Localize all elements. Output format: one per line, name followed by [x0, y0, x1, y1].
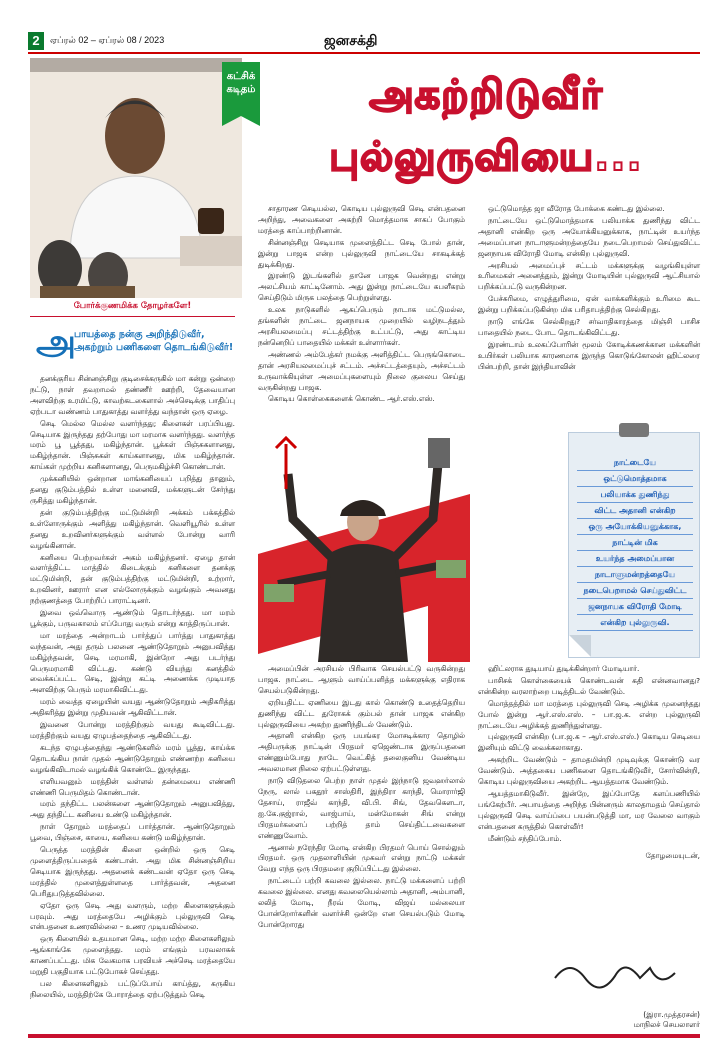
pull-quote-line: ஒரு அயோக்கியனுக்காக, [577, 519, 693, 535]
paragraph: ஏதோ ஒரு செடி அது வளரும், மற்ற கிளைகளுக்கும் பரவும். அது மரத்தையே அழிக்கும் புல்லுருவி செடி என்பதனை உணரவில்லை – உணர முடியவில்லை. [30, 900, 235, 932]
paragraph: மீண்டும் சந்திப்போம். [488, 833, 562, 843]
headline-line-2: புல்லுருவியை... [329, 134, 643, 180]
badge-line-1: கட்சிக் [226, 71, 256, 82]
lead-block [30, 318, 235, 372]
paragraph: நாட்டைப் பற்றி கவலை இல்லை. நாட்டு மக்களைப் பற்றி கவலை இல்லை. எனது கவலையெல்லாம் அதானி, அம்பானி, லலித் மோடி, நீரவ் மோடி, விஜய் மல்லையா போன்றோர்களின் வளர்ச்சி ஒன்றே என செயல்படும் மோடி போன்றோரது [258, 876, 465, 929]
paragraph: கொடிய கொள்கைகளைக் கொண்ட ஆர்.எஸ்.எஸ். [268, 394, 435, 404]
column-3-bottom [478, 664, 700, 862]
paragraph: உலக நாடுகளில் ஆகப்பெரும் நாடாக மட்டுமல்ல, தங்களின் நாட்டை ஜனநாயக முறையில் வழிநடத்தும் அரசியலமைப்பு சட்டத்திற்கு உட்பட்டு, அது காட்டிய நன்னெறிப் பாதையில் மக்கள் உள்ளார்கள். [258, 305, 465, 347]
paragraph: சாதாரண செடியல்ல, கொடிய புல்லுருவி செடி என்பதனை அறிந்து, அவைகளை அகற்றி மொத்தமாக சாகப் போகும் மரத்தை காப்பாற்றினான். [258, 204, 465, 235]
paragraph: அதானி என்கிற ஒரு பயங்கர மோசடிக்கார தொழில் அதிபருக்கு நாட்டின் பிரதமர் ஏஜெண்டாக இருப்பதனை எண்ணும்போது நாடே வெட்கித் தலைகுனிய வேண்டிய அவலமான நிலை ஏற்பட்டுள்ளது. [258, 731, 465, 774]
pull-quote-line: நாடாளுமன்றத்தையே [577, 567, 693, 583]
paragraph: அரசியல் அமைப்புச் சட்டம் மக்களுக்கு வழங்கியுள்ள உரிமைகள் அனைத்தும், இன்று மோடியின் புல்லுருவி ஆட்சியால் பறிக்கப்பட்டு வருகின்றன. [478, 260, 700, 292]
closing: தோழமையுடன், [645, 850, 700, 860]
paragraph: ஒரு கிளையில் உதயமான செடி, மற்ற மற்ற கிளைகளிலும் ஆங்காங்கே முளைத்தது. மரம் எங்கும் பரவலாகக் காணப்பட்டது. மிக வேகமாக பரவியச் அச்செடி மரத்தையே மறுதி பகுதியாக பட்டுபோகச் செய்தது. [30, 934, 235, 977]
author-photo [30, 58, 242, 298]
paragraph: இரண்டு இடங்களில் தானே பாஜக வென்றது என்று அலட்சியம் காட்டினோம். அது இன்று நாட்டையே கபளீகரம் செய்திடும் மிருக பலத்தை பெற்றுள்ளது. [258, 271, 465, 303]
paragraph: நாள் தோறும் மரத்தைப் பார்த்தான். ஆண்டுதோறும் பூவை, பிஞ்சை, காயை, கனியை கண்டு மகிழ்ந்தான். [30, 822, 235, 843]
pull-quote-line: ஜனநாயக விரோதி மோடி [577, 599, 693, 615]
signatory-name: (இரா.முத்தரசன்) [643, 1010, 700, 1019]
paragraph: நாட்டையே ஒட்டுமொத்தமாக பலியாக்க துணிந்து விட்ட அதானி என்கிற ஒரு அயோக்கியனுக்காக, நாட்டின் உயர்ந்த அமைப்பான நாடாளுமன்றத்தையே நடைபெறாமல் செய்துவிட்ட ஜனநாயக விரோதி மோடி என்கிற புல்லுருவி. [478, 215, 700, 258]
paragraph: அமைப்பின் அரசியல் பிரிவாக செயல்பட்டு வருகின்றது பாஜக. நாட்டை ஆளும் வாய்ப்பளித்த மக்களுக்கு எதிராக செயல்படுகின்றது. [258, 664, 465, 695]
headline [274, 64, 698, 188]
paragraph: தன் குடும்பத்திற்கு மட்டுமின்றி அக்கம் பக்கத்தில் உள்ளோருக்கும் அளித்து மகிழ்ந்தான். வெளியூரில் உள்ள தனது உறவினர்களுக்கும் வள்ளல் போன்று வாரி வழங்கினான். [30, 507, 235, 550]
page-fold [569, 635, 591, 657]
paragraph: பாசிசக் கொள்கையைக் கொண்டவன் கதி என்னவானது? என்கின்ற வரலாற்றை படித்திடல் வேண்டும். [478, 675, 700, 696]
paragraph: இவனை போன்று மரத்திற்கும் வயது கூடிவிட்டது. மரத்திற்கும் வயது ஏழுபத்தைந்தை ஆகிவிட்டது. [30, 720, 235, 740]
paragraph: கடந்த ஏழுபத்தைந்து ஆண்டுகளில் மரம் பூத்து, காய்க்க தொடங்கிய நாள் முதல் ஆண்டுதோறும் எண்ணற்ற கனியை வழங்கிவிடாமல் வழங்கிக் கொண்டே இருந்தது. [30, 742, 235, 774]
pull-quote-line: நாட்டின் மிக [577, 535, 693, 551]
lead-text: பாயத்தை நன்கு அறிந்திடுவீர், அகற்றும் பணிகளை தொடங்கிடுவீர்! [74, 329, 234, 353]
paragraph: புல்லுருவி என்கிற (பா.ஜ.க – ஆர்.எஸ்.எஸ்.) கொடிய செடியை இனியும் விட்டு வைக்கலாகாது. [478, 732, 700, 753]
paragraph: இரண்டாம் உலகப்போரின் மூலம் கோடிக்கணக்கான மக்களின் உயிர்கள் பலியாக காரணமாக இருந்த கொடுங்கோலன் ஹிட்லரை பின்பற்றி, தான் இந்தியாவின் [478, 339, 700, 371]
pull-quote-line: என்கிற புல்லுருவி. [577, 615, 693, 631]
column-badge [222, 62, 260, 116]
paragraph: நாடு எங்கே செல்கிறது? சர்வாதிகாரத்தை மிஞ்சி பாசிச பாதையில் நடை போட தொடங்கிவிட்டது. [478, 317, 700, 337]
issue-date: ஏப்ரல் 02 – ஏப்ரல் 08 / 2023 [50, 35, 165, 45]
column-2-bottom [258, 664, 465, 932]
pull-quote-line: ஒட்டுமொத்தமாக [577, 471, 693, 487]
paragraph: நாடு விடுதலை பெற்ற நாள் முதல் இந்நாடு ஜவஹர்லால் நேரு, லால் பகதூர் சாஸ்திரி, இந்திரா காந்தி, மொரார்ஜி தேசாய், ராஜீவ் காந்தி, வி.பி. சிங், தேவகௌடா, ஐ.கே.குஜ்ரால், வாஜ்பாய், மன்மோகன் சிங் என்று பிரதமர்களைப் பற்றித் தாம் செய்திட்டவைகளை எண்ணுவோம். [258, 776, 465, 840]
paragraph: அண்ணல் அம்பேத்கர் நமக்கு அளித்திட்ட பெருங்கொடை தான் அரசியலமைப்புச் சட்டம். அச்சட்டத்தையும், அச்சட்டம் உருவாக்கியுள்ள அமைப்புகளையும் நிலை குலைய செய்து வருகின்றது பாஜக. [258, 349, 465, 392]
paragraph: கனியை பெற்றவர்கள் அகம் மகிழ்ந்தனர். ஏழை தான் வளர்த்திட்ட மாத்தில் கிடைக்கும் கனிகளை தனக்கு மட்டுமின்றி, தன் குடும்பத்திற்கு மட்டுமின்றி, உற்றார், உறவினர், ஊரார் என எல்லோருக்கும் வழங்கும் அவனது நற்குணத்தை போற்றிப் பாராட்டினர். [30, 552, 235, 606]
pull-quote-line: உயர்ந்த அமைப்பான [577, 551, 693, 567]
pull-quote-line: நடைபெறாமல் செய்துவிட்ட [577, 583, 693, 599]
paragraph: பல கிளைகளிலும் பட்டுப்போய் காய்த்து, கருகிய நிலையில், மரத்திற்கே போராத்தை ஏற்படுத்தும் செடி [30, 978, 235, 999]
header-rule [28, 52, 700, 54]
greeting: போர்க்குணமிக்க தோழர்களே! [73, 301, 192, 311]
paragraph: மரம் தந்திட்ட பலன்களை ஆண்டுதோறும் அனுபவித்து, அது தந்திட்ட கனியை உண்டு மகிழ்ந்தான். [30, 799, 235, 820]
signatory [560, 1010, 700, 1030]
signatory-role: மாநிலச் செயலாளர் [633, 1020, 700, 1029]
paragraph: முக்கனியில் ஒன்றான மாங்கனியைப் பறித்து தானும், தனது குடும்பத்தில் உள்ள மனைவி, மக்களுடன் சேர்ந்து ருசித்து மகிழ்ந்தான். [30, 474, 235, 505]
column-3-top [478, 204, 700, 374]
paragraph: ஹிட்லராக துடியாய் துடிக்கின்றார் மோடியார். [488, 664, 640, 673]
column-2-top [258, 204, 465, 406]
paragraph: ஆனால் நரேந்திர மோடி என்கிற பிரதமர் பொய் சொல்லும் பிரதமர். ஒரு முதலாளியின் முகவர் என்று நாட்டு மக்கள் வேறு எந்த ஒரு பிரதமரை குறிப்பிட்டது இல்லை. [258, 842, 465, 874]
column-1 [30, 374, 235, 1002]
footer-rule [28, 1034, 700, 1038]
pull-quote-text [577, 455, 693, 631]
cartoon-illustration [258, 434, 470, 662]
paragraph: மரம் வைத்த ஏழையின் வயது ஆண்டுதோறும் அதிகரித்து அதிகரித்து இன்று முதியவன் ஆகிவிட்டான். [30, 697, 235, 718]
paragraph: ஒட்டுமொத்த ஜா வீரோத போக்கை கண்டது இல்லை. [488, 204, 665, 213]
paragraph: இவை ஒவ்வொரு ஆண்டும் தொடர்ந்தது. மா மரம் பூக்கும், பருவகாலம் எப்போது வரும் என்று காத்திருப்பான். [30, 608, 235, 628]
paragraph: எளியவனும் மரத்தின் வள்ளல் தன்மையை எண்ணி எண்ணி பெருமிதம் கொண்டான். [30, 776, 235, 797]
page-header [28, 32, 700, 52]
paragraph: ஏறியதிட்ட ஏணியை இடது கால் கொண்டு உதைத்தெறிய துணிந்து விட்ட துரோகக் கும்பல் தான் பாஜக என்கிற புல்லுருவியை அகற்ற துணிந்திடல் வேண்டும். [258, 697, 465, 729]
paragraph: பேச்சுரிமை, எழுத்துரிமை, ஏன் வாக்களிக்கும் உரிமை கூட இன்று பறிக்கப்படுகின்ற மிக பரிதாபத்திற்கு செல்கிறது. [478, 294, 700, 315]
paragraph: மொத்தத்தில் மா மரத்தை புல்லுருவி செடி அழிக்க முனைந்தது போல் இன்று ஆர்.எஸ்.எஸ். – பா.ஜ.க. என்ற புல்லுருவி நாட்டையே அழிக்கத் துணிந்துள்ளது. [478, 698, 700, 730]
clip-icon [619, 423, 649, 437]
paragraph: மா மரத்தை அன்றாடம் பார்த்துப் பார்த்து பாதுகாத்து வந்தவன், அது தரும் பலனை ஆண்டுதோறும் அனுபவித்து மகிழ்ந்தவன், செடி மரமாகி, இன்றோ அது படர்ந்து பெருமரமாகி விட்டது. கண்டு வியந்து கனத்தில் வைக்கப்பட்ட செடி, இன்று கட்டி அணைக்க முடியாத அளவிற்கு பெரும் மரமாகிவிட்டது. [30, 630, 235, 695]
pull-quote-box [568, 432, 700, 658]
lead-rule [30, 316, 235, 317]
pull-quote-line: பலியாக்க துணிந்து [577, 487, 693, 503]
paragraph: அகற்றிட வேண்டும் – தாமதமின்றி முடிவுக்கு கொண்டு வர வேண்டும். அத்தகைய பணிகளை தொடங்கிடுவீர், சோர்வின்றி, கொடிய புல்லுருவியை அகற்றிட ஆயத்தமாக வேண்டும். [478, 755, 700, 787]
paragraph: சின்னஞ்சிறு செடியாக முளைத்திட்ட செடி போல் தான், இன்று பாஜக என்ற புல்லுருவி நாட்டையே சாகடிக்கத் துடிக்கிறது. [258, 237, 465, 269]
paragraph: ஆயத்தமாகிடுவீர். இன்றே, இப்போதே களப்பணியில் பங்கேற்பீர். அபாயத்தை அறிந்த பின்னரும் காலதாமதம் செய்தால் புல்லுருவி செடி வாய்ப்பை பயன்படுத்தி மா, மர வேலை வாகும் என்பதனை கருத்தில் கொள்வீர்! [478, 788, 700, 831]
paragraph: பெருத்த மரத்தின் கிளை ஒன்றில் ஒரு செடி முளைத்திருப்பதைக் கண்டான். அது மிக சின்னஞ்சிறிய செடியாக இருந்தது. அதனைக் கண்டவன் ஏதோ ஒரு செடி மரத்தில் முளைத்துள்ளதை பார்த்தவன், அதனை பெரிதுபடுத்தவில்லை. [30, 845, 235, 898]
badge-line-2: கடிதம் [226, 84, 256, 95]
drop-cap: அ [36, 321, 77, 363]
masthead-title: ஜனசக்தி [324, 33, 378, 49]
headline-line-1: அகற்றிடுவீர் [369, 72, 603, 118]
paragraph: தனக்குரிய சின்னஞ்சிறு குடிசைக்கருகில் மா கன்று ஒன்றை நட்டு, நாள் தவறாமல் தண்ணீர் ஊற்றி, தேவையான அளவிற்கு உரமிட்டு, காவற்கடகைளால் அச்செடிக்கு பாதிப்பு ஏற்படா வண்ணம் பாதுகாத்து வளர்த்து வந்தான் ஒரு ஏழை. [30, 374, 235, 416]
signature-mark [545, 948, 695, 1004]
pull-quote-line: நாட்டையே [577, 455, 693, 471]
pull-quote-line: விட்ட அதானி என்கிற [577, 503, 693, 519]
paragraph: செடி மெல்ல மெல்ல வளர்ந்தது; கிளைகள் பரப்பியது. செடியாக இருந்தது தற்போது மா மரமாக வளர்ந்தது. வளர்ந்த மரம் பூ பூத்தது, மகிழ்ந்தான். பூக்கள் பிஞ்சுகளானது, மகிழ்ந்தான். பிஞ்சுகள் காய்களானது, மிக மகிழ்ந்தான். காய்கள் முற்றிய கனிகளானது, பெருமகிழ்ச்சி கொண்டான். [30, 418, 235, 472]
page-number: 2 [28, 32, 44, 50]
